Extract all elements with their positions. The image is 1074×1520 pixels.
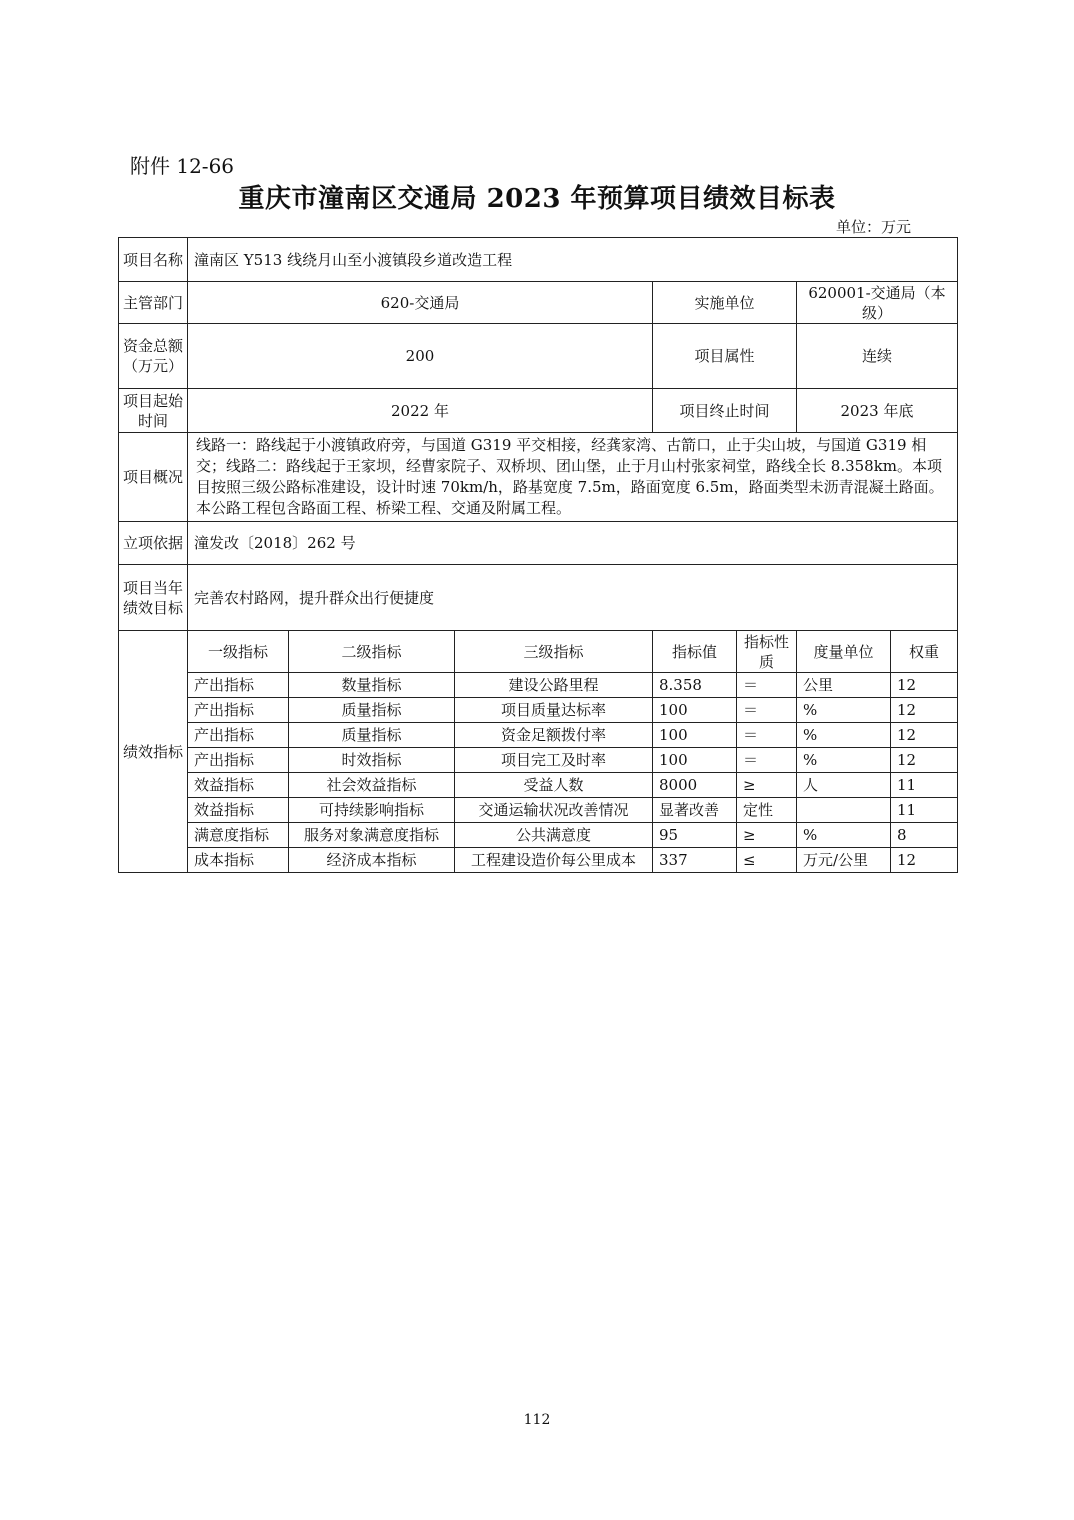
value-cell: 8.358 — [653, 673, 737, 698]
level2-cell: 数量指标 — [289, 673, 455, 698]
weight-cell: 12 — [891, 723, 958, 748]
department-value: 620-交通局 — [188, 282, 653, 324]
level3-cell: 交通运输状况改善情况 — [455, 798, 653, 823]
level3-cell: 公共满意度 — [455, 823, 653, 848]
header-level2: 二级指标 — [289, 631, 455, 673]
header-level3: 三级指标 — [455, 631, 653, 673]
overview-value: 线路一：路线起于小渡镇政府旁，与国道 G319 平交相接，经龚家湾、古箭口，止于尖山坡，与国道 G319 相交；线路二：路线起于王家坝，经曹家院子、双桥坝、团山堡，止于月山村张家祠堂，路线全长 8.358km。本项目按照三级公路标准建设，设计时速 70km/h，路基宽度 7.5m，路面宽度 6.5m，路面类型未沥青混凝土路面。本公路工程包含路面工程、桥梁工程、交通及附属工程。 — [188, 433, 958, 522]
nature-cell: 定性 — [737, 798, 797, 823]
level1-cell: 成本指标 — [188, 848, 289, 873]
level2-cell: 经济成本指标 — [289, 848, 455, 873]
level2-cell: 服务对象满意度指标 — [289, 823, 455, 848]
level2-cell: 社会效益指标 — [289, 773, 455, 798]
nature-cell: ＝ — [737, 748, 797, 773]
nature-cell: ＝ — [737, 723, 797, 748]
level1-cell: 满意度指标 — [188, 823, 289, 848]
project-name-label: 项目名称 — [119, 238, 188, 282]
value-cell: 100 — [653, 723, 737, 748]
header-value: 指标值 — [653, 631, 737, 673]
unit-cell: 人 — [797, 773, 891, 798]
header-nature: 指标性质 — [737, 631, 797, 673]
unit-cell: 公里 — [797, 673, 891, 698]
indicator-row — [119, 723, 958, 748]
nature-cell: ＝ — [737, 673, 797, 698]
level2-cell: 质量指标 — [289, 723, 455, 748]
level3-cell: 工程建设造价每公里成本 — [455, 848, 653, 873]
annual-goal-value: 完善农村路网，提升群众出行便捷度 — [188, 565, 958, 631]
value-cell: 95 — [653, 823, 737, 848]
indicator-row — [119, 823, 958, 848]
total-funds-value: 200 — [188, 324, 653, 389]
level3-cell: 项目完工及时率 — [455, 748, 653, 773]
weight-cell: 12 — [891, 848, 958, 873]
weight-cell: 8 — [891, 823, 958, 848]
page-title: 重庆市潼南区交通局 2023 年预算项目绩效目标表 — [238, 184, 836, 214]
unit-cell: % — [797, 748, 891, 773]
unit-cell: % — [797, 823, 891, 848]
attachment-label: 附件 12-66 — [130, 154, 235, 178]
project-attribute-label: 项目属性 — [653, 324, 797, 389]
level1-cell: 效益指标 — [188, 773, 289, 798]
unit-label: 单位：万元 — [836, 218, 912, 236]
indicator-row — [119, 698, 958, 723]
project-attribute-value: 连续 — [797, 324, 958, 389]
indicator-row — [119, 798, 958, 823]
value-cell: 显著改善 — [653, 798, 737, 823]
implementing-unit-label: 实施单位 — [653, 282, 797, 324]
level2-cell: 可持续影响指标 — [289, 798, 455, 823]
level1-cell: 产出指标 — [188, 698, 289, 723]
performance-label: 绩效指标 — [119, 631, 188, 873]
level1-cell: 效益指标 — [188, 798, 289, 823]
annual-goal-label: 项目当年绩效目标 — [119, 565, 188, 631]
overview-label: 项目概况 — [119, 433, 188, 522]
indicator-row — [119, 773, 958, 798]
level2-cell: 时效指标 — [289, 748, 455, 773]
level3-cell: 资金足额拨付率 — [455, 723, 653, 748]
nature-cell: ＝ — [737, 698, 797, 723]
level1-cell: 产出指标 — [188, 673, 289, 698]
page-number: 112 — [523, 1412, 551, 1428]
end-time-label: 项目终止时间 — [653, 389, 797, 433]
indicator-row — [119, 848, 958, 873]
performance-target-table — [118, 237, 958, 873]
indicator-row — [119, 748, 958, 773]
start-time-value: 2022 年 — [188, 389, 653, 433]
unit-cell — [797, 798, 891, 823]
value-cell: 100 — [653, 698, 737, 723]
nature-cell: ≥ — [737, 823, 797, 848]
weight-cell: 12 — [891, 748, 958, 773]
nature-cell: ≤ — [737, 848, 797, 873]
level1-cell: 产出指标 — [188, 748, 289, 773]
level2-cell: 质量指标 — [289, 698, 455, 723]
project-name-value: 潼南区 Y513 线绕月山至小渡镇段乡道改造工程 — [188, 238, 958, 282]
level3-cell: 项目质量达标率 — [455, 698, 653, 723]
indicator-row — [119, 673, 958, 698]
basis-value: 潼发改〔2018〕262 号 — [188, 522, 958, 565]
header-unit: 度量单位 — [797, 631, 891, 673]
end-time-value: 2023 年底 — [797, 389, 958, 433]
value-cell: 8000 — [653, 773, 737, 798]
value-cell: 100 — [653, 748, 737, 773]
weight-cell: 11 — [891, 773, 958, 798]
header-level1: 一级指标 — [188, 631, 289, 673]
header-weight: 权重 — [891, 631, 958, 673]
weight-cell: 11 — [891, 798, 958, 823]
basis-label: 立项依据 — [119, 522, 188, 565]
implementing-unit-value: 620001-交通局（本级） — [797, 282, 958, 324]
unit-cell: % — [797, 698, 891, 723]
department-label: 主管部门 — [119, 282, 188, 324]
unit-cell: % — [797, 723, 891, 748]
level3-cell: 受益人数 — [455, 773, 653, 798]
weight-cell: 12 — [891, 673, 958, 698]
level1-cell: 产出指标 — [188, 723, 289, 748]
weight-cell: 12 — [891, 698, 958, 723]
unit-cell: 万元/公里 — [797, 848, 891, 873]
start-time-label: 项目起始时间 — [119, 389, 188, 433]
nature-cell: ≥ — [737, 773, 797, 798]
value-cell: 337 — [653, 848, 737, 873]
total-funds-label: 资金总额（万元） — [119, 324, 188, 389]
level3-cell: 建设公路里程 — [455, 673, 653, 698]
